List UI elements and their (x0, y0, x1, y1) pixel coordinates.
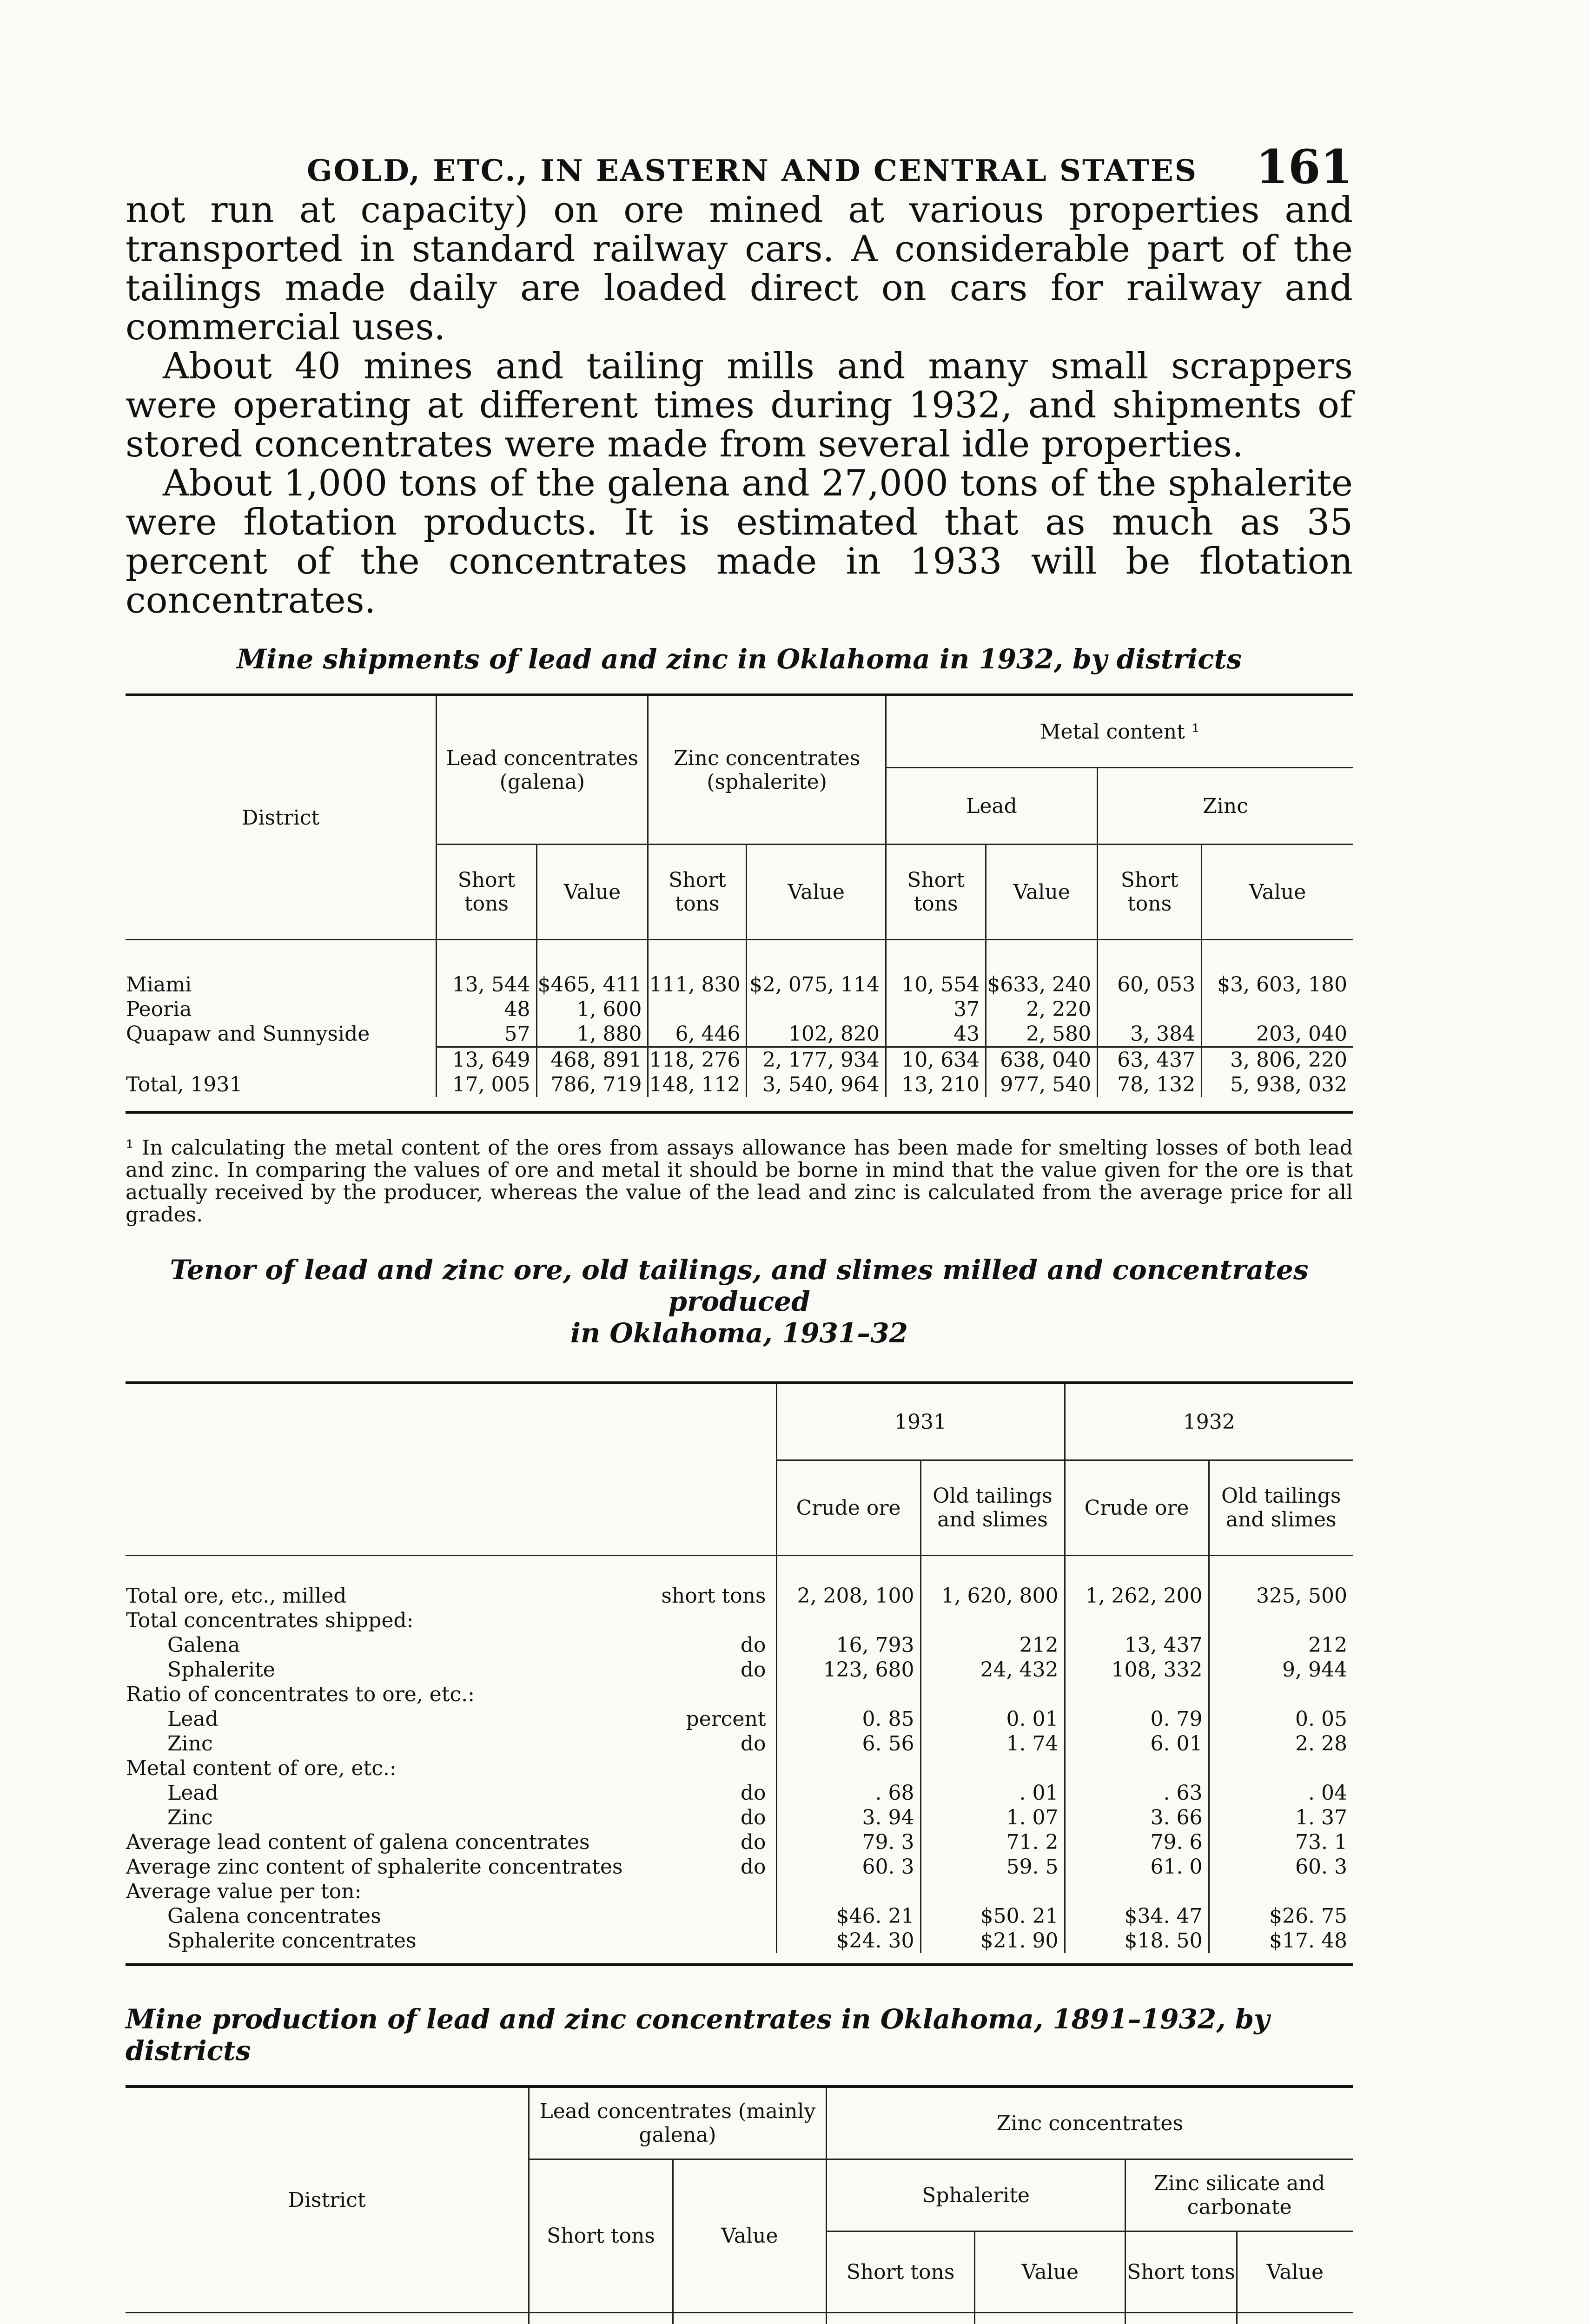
table1-header-value: Value (986, 845, 1098, 940)
table2-cell: 1, 620, 800 (920, 1556, 1065, 1609)
table2-row-label (126, 1904, 776, 1928)
table3-cell (673, 2313, 826, 2324)
table2-cell: 0. 01 (920, 1707, 1065, 1731)
table1-header-short-tons: Short tons (648, 845, 747, 940)
table2-cell: . 63 (1065, 1781, 1209, 1805)
table2-cell: 24, 432 (920, 1657, 1065, 1682)
table2-cell: 3. 66 (1065, 1805, 1209, 1830)
table1-cell: 43 (886, 1022, 986, 1047)
table1-header-metal: Metal content ¹ (886, 695, 1353, 768)
table1-cell: 2, 220 (986, 997, 1098, 1022)
table2-row-label (126, 1556, 776, 1609)
table1-cell: 17, 005 (437, 1072, 536, 1097)
table1-cell: 10, 554 (886, 940, 986, 997)
paragraph-3: About 1,000 tons of the galena and 27,000 tons of the sphalerite were flotation products. It is estimated that as much as 35 percent of the concentrates made in 1933 will be flotation concentrates. (126, 462, 1353, 621)
table1-row-label: Miami (126, 973, 192, 997)
table2-cell: $24. 30 (776, 1928, 920, 1953)
table1-cell: 468, 891 (536, 1047, 648, 1073)
table2-cell: 60. 3 (1209, 1855, 1353, 1879)
table1-cell: $633, 240 (986, 940, 1098, 997)
table1-header-short-tons: Short tons (886, 845, 986, 940)
table2-row-unit: short tons (661, 1584, 766, 1608)
table1-header-value: Value (1202, 845, 1353, 940)
table1-row-label: Quapaw and Sunnyside (126, 1022, 370, 1046)
table2-cell (920, 1608, 1065, 1633)
table2-row (126, 1879, 1353, 1904)
table3-row-label (126, 2313, 529, 2324)
table2-cell (1065, 1608, 1209, 1633)
table1-cell: 37 (886, 997, 986, 1022)
table2-header-old-tailings: Old tailings and slimes (1209, 1460, 1353, 1556)
table1-header-zinc: Zinc (1098, 768, 1353, 845)
table3-header-short-tons: Short tons (1126, 2232, 1237, 2313)
table1-header-value: Value (747, 845, 886, 940)
table1-cell: 638, 040 (986, 1047, 1098, 1073)
table2-row-unit: do (740, 1806, 766, 1829)
table1-header-district: District (126, 695, 437, 940)
table2-spacer (126, 1953, 1353, 1963)
table1-cell: 10, 634 (886, 1047, 986, 1073)
table2-row-text: Metal content of ore, etc.: (126, 1756, 397, 1780)
table2-cell (1065, 1879, 1209, 1904)
table1-footnote: ¹ In calculating the metal content of the ores from assays allowance has been made for smelting losses of both lead and zinc. In comparing the values of ore and metal it should be borne in mind that the value given for the ore is that actually received by the producer, whereas the value of the lead and zinc is calculated from the average price for all grades. (126, 1136, 1353, 1227)
table2-cell: 1, 262, 200 (1065, 1556, 1209, 1609)
table2-cell: 6. 56 (776, 1731, 920, 1756)
table3-caption: Mine production of lead and zinc concentrates in Oklahoma, 1891–1932, by districts (126, 2003, 1270, 2067)
table1-cell: 111, 830 (648, 940, 747, 997)
table2-row (126, 1781, 1353, 1805)
table2-cell (776, 1608, 920, 1633)
table2-cell (1209, 1608, 1353, 1633)
table2-row-label (126, 1756, 776, 1781)
table2-row-text: Average value per ton: (126, 1880, 362, 1903)
table1 (126, 693, 1353, 1112)
table2-row-text: Total concentrates shipped: (126, 1609, 414, 1632)
table2-cell: $26. 75 (1209, 1904, 1353, 1928)
table2-cell: $50. 21 (920, 1904, 1065, 1928)
table2-row-text: Galena concentrates (167, 1904, 381, 1928)
table1-cell: 1, 600 (536, 997, 648, 1022)
table2-row-text: Zinc (167, 1732, 213, 1756)
table2-row-text: Sphalerite concentrates (167, 1929, 417, 1953)
table1-cell: 48 (437, 997, 536, 1022)
table2-header-crude-ore: Crude ore (776, 1460, 920, 1556)
table1-row-label: Peoria (126, 997, 192, 1021)
table2-cell (1209, 1879, 1353, 1904)
table2-cell: 3. 94 (776, 1805, 920, 1830)
table2-row-unit: percent (686, 1707, 766, 1731)
table2-cell: 123, 680 (776, 1657, 920, 1682)
table1-cell: $3, 603, 180 (1202, 940, 1353, 997)
table3-header-district: District (126, 2086, 529, 2313)
table2-row (126, 1756, 1353, 1781)
table1-cell: 1, 880 (536, 1022, 648, 1047)
table2-row-label (126, 1682, 776, 1707)
table1-cell: 60, 053 (1098, 940, 1202, 997)
table2-cell: 1. 37 (1209, 1805, 1353, 1830)
table2-cell: 79. 6 (1065, 1830, 1209, 1855)
table2-cell: 2. 28 (1209, 1731, 1353, 1756)
table2-cell: 6. 01 (1065, 1731, 1209, 1756)
table2-cell (920, 1756, 1065, 1781)
table2-row (126, 1855, 1353, 1879)
table2-row-label (126, 1731, 776, 1756)
table3-cell (975, 2313, 1126, 2324)
table3-header-value: Value (1237, 2232, 1353, 2313)
table2-row-unit: do (740, 1732, 766, 1756)
table3-header-silicate: Zinc silicate and carbonate (1126, 2159, 1353, 2232)
table2-cell: 212 (920, 1633, 1065, 1657)
table2-row-text: Average zinc content of sphalerite concentrates (126, 1855, 623, 1879)
table1-cell: 203, 040 (1202, 1022, 1353, 1047)
page-header (126, 139, 1353, 194)
table2-row (126, 1556, 1353, 1609)
table1-cell: 13, 210 (886, 1072, 986, 1097)
table1-row-label: Total, 1931 (126, 1073, 243, 1096)
table2-cell: 108, 332 (1065, 1657, 1209, 1682)
table1-cell: 786, 719 (536, 1072, 648, 1097)
table2-row (126, 1805, 1353, 1830)
table1-cell: 102, 820 (747, 1022, 886, 1047)
table2-row-label (126, 1657, 776, 1682)
table3-header-zinc: Zinc concentrates (826, 2086, 1353, 2159)
table1-caption: Mine shipments of lead and zinc in Oklahoma in 1932, by districts (237, 643, 1242, 675)
table1-row (126, 940, 1353, 997)
table2-caption-line1: Tenor of lead and zinc ore, old tailings, and slimes milled and concentrates produced (170, 1254, 1309, 1317)
table2-cell: 79. 3 (776, 1830, 920, 1855)
table2-cell: 1. 07 (920, 1805, 1065, 1830)
table2-header-1931: 1931 (776, 1383, 1065, 1460)
table2-cell: 13, 437 (1065, 1633, 1209, 1657)
table1-cell: 148, 112 (648, 1072, 747, 1097)
table2-cell: 2, 208, 100 (776, 1556, 920, 1609)
table2-cell: $34. 47 (1065, 1904, 1209, 1928)
page-number: 161 (1256, 139, 1353, 194)
table2-cell (1209, 1682, 1353, 1707)
table3 (126, 2085, 1353, 2324)
table2-cell: 325, 500 (1209, 1556, 1353, 1609)
table2-row (126, 1928, 1353, 1953)
table2-row-label (126, 1855, 776, 1879)
table3-cell (1126, 2313, 1237, 2324)
table2-cell: 9, 944 (1209, 1657, 1353, 1682)
table2-row-label (126, 1781, 776, 1805)
table1-cell: 63, 437 (1098, 1047, 1202, 1073)
table1-cell: 977, 540 (986, 1072, 1098, 1097)
table2-row (126, 1731, 1353, 1756)
table2-cell: 60. 3 (776, 1855, 920, 1879)
table2-row-label (126, 1707, 776, 1731)
table1-cell: 2, 177, 934 (747, 1047, 886, 1073)
table2-header-crude-ore: Crude ore (1065, 1460, 1209, 1556)
table2-cell: 1. 74 (920, 1731, 1065, 1756)
table1-spacer (126, 1097, 1353, 1112)
table2-row (126, 1633, 1353, 1657)
table1-cell: 3, 384 (1098, 1022, 1202, 1047)
table2-row-text: Zinc (167, 1806, 213, 1829)
table2-row (126, 1657, 1353, 1682)
table2-cell: 16, 793 (776, 1633, 920, 1657)
table2-header-1932: 1932 (1065, 1383, 1353, 1460)
table1-row-label (126, 1047, 437, 1073)
table1-row (126, 1047, 1353, 1073)
table2-row (126, 1608, 1353, 1633)
running-head: GOLD, ETC., IN EASTERN AND CENTRAL STATES (307, 153, 1198, 188)
table1-cell (1202, 997, 1353, 1022)
table1-cell: $465, 411 (536, 940, 648, 997)
table1-cell (648, 997, 747, 1022)
table2-row-text: Sphalerite (167, 1658, 275, 1682)
table1-cell (1098, 997, 1202, 1022)
table2-cell: 0. 05 (1209, 1707, 1353, 1731)
table2-cell: 61. 0 (1065, 1855, 1209, 1879)
table3-header-short-tons: Short tons (826, 2232, 975, 2313)
table2-row-label (126, 1928, 776, 1953)
table2-cell: . 68 (776, 1781, 920, 1805)
table2-cell: 212 (1209, 1633, 1353, 1657)
table1-row (126, 1022, 1353, 1047)
table2-row-text: Total ore, etc., milled (126, 1584, 347, 1608)
table1-header-zinc-conc: Zinc concentrates (sphalerite) (648, 695, 886, 845)
table3-header-lead: Lead concentrates (mainly galena) (529, 2086, 827, 2159)
table2-cell (1065, 1756, 1209, 1781)
table2-cell: $46. 21 (776, 1904, 920, 1928)
table2-cell: $18. 50 (1065, 1928, 1209, 1953)
paragraph-2: About 40 mines and tailing mills and many small scrappers were operating at different times during 1932, and shipments of stored concentrates were made from several idle properties. (126, 345, 1353, 465)
table2-row-text: Lead (167, 1707, 218, 1731)
table3-cell (1237, 2313, 1353, 2324)
table1-header-short-tons: Short tons (437, 845, 536, 940)
table2-row (126, 1707, 1353, 1731)
table2-cell (776, 1682, 920, 1707)
table1-cell: 2, 580 (986, 1022, 1098, 1047)
table2-cell (1065, 1682, 1209, 1707)
table2-cell: 0. 79 (1065, 1707, 1209, 1731)
table1-cell: 57 (437, 1022, 536, 1047)
table1-row (126, 1072, 1353, 1097)
table1-row (126, 997, 1353, 1022)
table2-header-old-tailings: Old tailings and slimes (920, 1460, 1065, 1556)
table2-cell: $17. 48 (1209, 1928, 1353, 1953)
table1-cell (747, 997, 886, 1022)
paragraph-1: not run at capacity) on ore mined at various properties and transported in standard railway cars. A considerable part of the tailings made daily are loaded direct on cars for railway and commercial uses. (126, 189, 1353, 348)
table2-row-unit: do (740, 1633, 766, 1657)
table3-row (126, 2313, 1353, 2324)
table3-header-short-tons: Short tons (529, 2159, 673, 2313)
table1-cell: $2, 075, 114 (747, 940, 886, 997)
table2-cell (920, 1879, 1065, 1904)
table2-row-text: Lead (167, 1781, 218, 1805)
table1-cell: 6, 446 (648, 1022, 747, 1047)
table1-header-lead: Lead (886, 768, 1097, 845)
table1-cell: 5, 938, 032 (1202, 1072, 1353, 1097)
table2-row (126, 1830, 1353, 1855)
table1-header-short-tons: Short tons (1098, 845, 1202, 940)
table2-cell (776, 1756, 920, 1781)
table2-cell (1209, 1756, 1353, 1781)
table1-header-lead-conc: Lead concentrates (galena) (437, 695, 648, 845)
table2-row-text: Galena (167, 1633, 240, 1657)
table2-cell (920, 1682, 1065, 1707)
table1-cell: 13, 544 (437, 940, 536, 997)
table2-row-label (126, 1879, 776, 1904)
table2-row-unit: do (740, 1781, 766, 1805)
table3-header-value: Value (975, 2232, 1126, 2313)
table1-cell: 13, 649 (437, 1047, 536, 1073)
table2-row-unit: do (740, 1830, 766, 1854)
table2-cell: 59. 5 (920, 1855, 1065, 1879)
table2-row (126, 1904, 1353, 1928)
table2-row-text: Average lead content of galena concentrates (126, 1830, 590, 1854)
table3-cell (826, 2313, 975, 2324)
table1-cell: 78, 132 (1098, 1072, 1202, 1097)
table1-cell: 3, 806, 220 (1202, 1047, 1353, 1073)
table2-row-label (126, 1830, 776, 1855)
table3-header-sphalerite: Sphalerite (826, 2159, 1126, 2232)
table2-row-label (126, 1633, 776, 1657)
table1-cell: 118, 276 (648, 1047, 747, 1073)
page (126, 139, 1353, 2324)
table2-cell: 0. 85 (776, 1707, 920, 1731)
table2-cell: . 01 (920, 1781, 1065, 1805)
table2-cell: . 04 (1209, 1781, 1353, 1805)
table3-cell (529, 2313, 673, 2324)
table2-cell: 71. 2 (920, 1830, 1065, 1855)
table2-cell: 73. 1 (1209, 1830, 1353, 1855)
table3-header-value: Value (673, 2159, 826, 2313)
table2-row-text: Ratio of concentrates to ore, etc.: (126, 1683, 475, 1706)
table2 (126, 1381, 1353, 1963)
table2-row-label (126, 1608, 776, 1633)
table2-row (126, 1682, 1353, 1707)
table1-cell: 3, 540, 964 (747, 1072, 886, 1097)
table1-header-value: Value (536, 845, 648, 940)
table2-row-unit: do (740, 1658, 766, 1682)
table2-cell: $21. 90 (920, 1928, 1065, 1953)
table2-row-unit: do (740, 1855, 766, 1879)
table2-cell (776, 1879, 920, 1904)
table2-row-label (126, 1805, 776, 1830)
table2-caption-line2: in Oklahoma, 1931–32 (570, 1317, 908, 1349)
